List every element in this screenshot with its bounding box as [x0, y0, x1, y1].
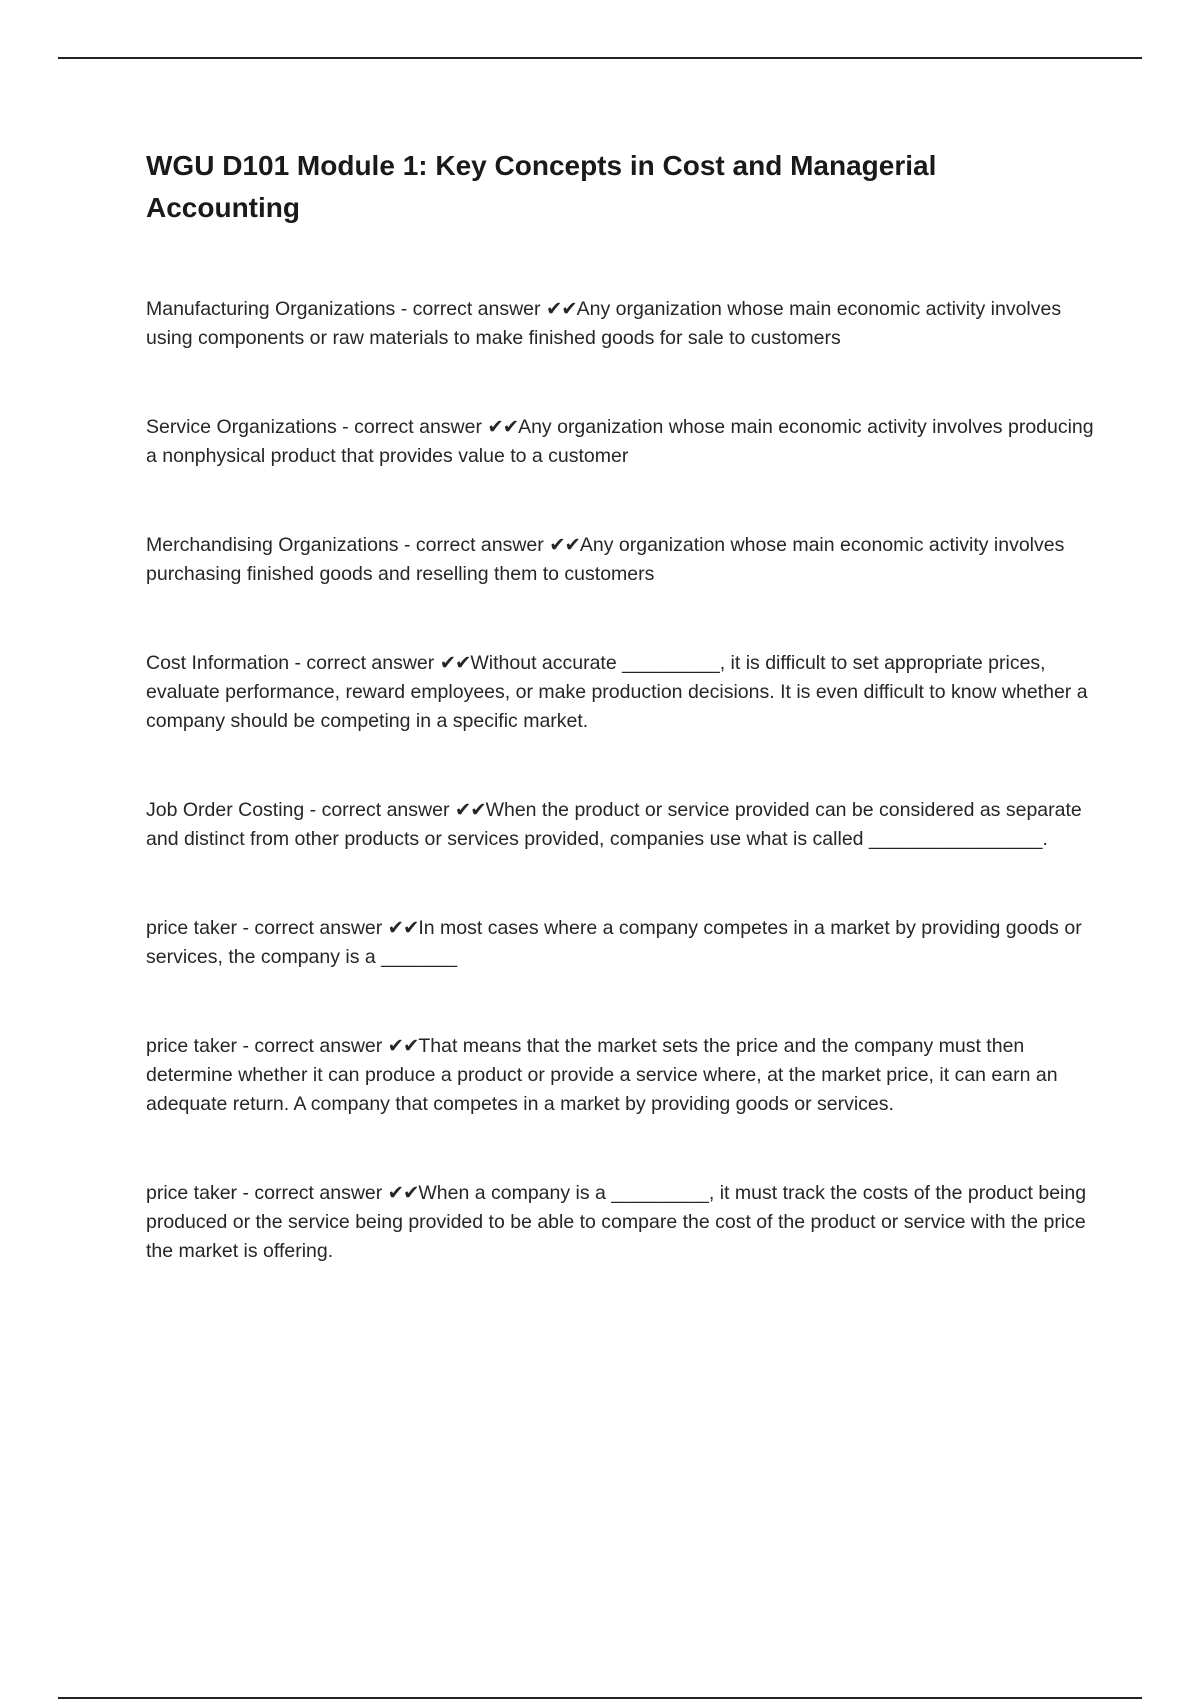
entry-answer: When the product or service provided can be considered as separate and distinct from other products or services provided, companies use what is called ________________.: [146, 799, 1082, 850]
entry-term: Service Organizations: [146, 416, 337, 438]
entry-term: Merchandising Organizations: [146, 534, 399, 556]
entry-term: price taker: [146, 917, 238, 939]
entry-price-taker-3: [146, 1179, 1096, 1266]
entry-term: Job Order Costing: [146, 799, 305, 821]
entry-term: price taker: [146, 1182, 238, 1204]
entry-merchandising-organizations: [146, 531, 1096, 589]
header-rule: [58, 57, 1142, 59]
document-title: WGU D101 Module 1: Key Concepts in Cost and Managerial Accounting: [146, 150, 937, 223]
entry-job-order-costing: [146, 796, 1096, 854]
entry-answer: Without accurate _________, it is difficult to set appropriate prices, evaluate performance, reward employees, or make production decisions. It is even difficult to know whether a company should be competing in a specific market.: [146, 652, 1088, 732]
footer-rule: [58, 1697, 1142, 1699]
entry-answer: Any organization whose main economic activity involves producing a nonphysical product that provides value to a customer: [146, 416, 1094, 467]
entry-separator: - correct answer: [237, 1035, 388, 1057]
entry-term: price taker: [146, 1035, 238, 1057]
entry-cost-information: [146, 649, 1096, 736]
entry-price-taker-2: [146, 1032, 1096, 1119]
check-mark-icon: ✔✔: [545, 298, 577, 320]
entry-term: Manufacturing Organizations: [146, 298, 396, 320]
entry-answer: That means that the market sets the price and the company must then determine whether it can produce a product or provide a service where, at the market price, it can earn an adequate return. A company that competes in a market by providing goods or services.: [146, 1035, 1058, 1115]
check-mark-icon: ✔✔: [549, 534, 580, 556]
document-content: [146, 145, 1096, 1326]
entry-answer: In most cases where a company competes in a market by providing goods or services, the company is a _______: [146, 917, 1082, 968]
entry-separator: - correct answer: [336, 416, 488, 438]
check-mark-icon: ✔✔: [487, 416, 519, 438]
check-mark-icon: ✔✔: [454, 799, 486, 821]
check-mark-icon: ✔✔: [387, 1182, 419, 1204]
entry-price-taker-1: [146, 914, 1096, 972]
entry-separator: - correct answer: [237, 917, 388, 939]
entry-answer: Any organization whose main economic activity involves purchasing finished goods and reselling them to customers: [146, 534, 1065, 585]
entry-answer: Any organization whose main economic activity involves using components or raw materials to make finished goods for sale to customers: [146, 298, 1062, 349]
check-mark-icon: ✔✔: [387, 917, 419, 939]
entry-separator: - correct answer: [237, 1182, 388, 1204]
entry-separator: - correct answer: [398, 534, 550, 556]
entry-separator: - correct answer: [395, 298, 546, 320]
entry-term: Cost Information: [146, 652, 290, 674]
entry-manufacturing-organizations: [146, 295, 1096, 353]
entry-separator: - correct answer: [304, 799, 455, 821]
check-mark-icon: ✔✔: [387, 1035, 419, 1057]
entry-answer: When a company is a _________, it must track the costs of the product being produced or the service being provided to be able to compare the cost of the product or service with the price the market is offering.: [146, 1182, 1087, 1262]
check-mark-icon: ✔✔: [439, 652, 471, 674]
entry-separator: - correct answer: [289, 652, 440, 674]
entry-service-organizations: [146, 413, 1096, 471]
